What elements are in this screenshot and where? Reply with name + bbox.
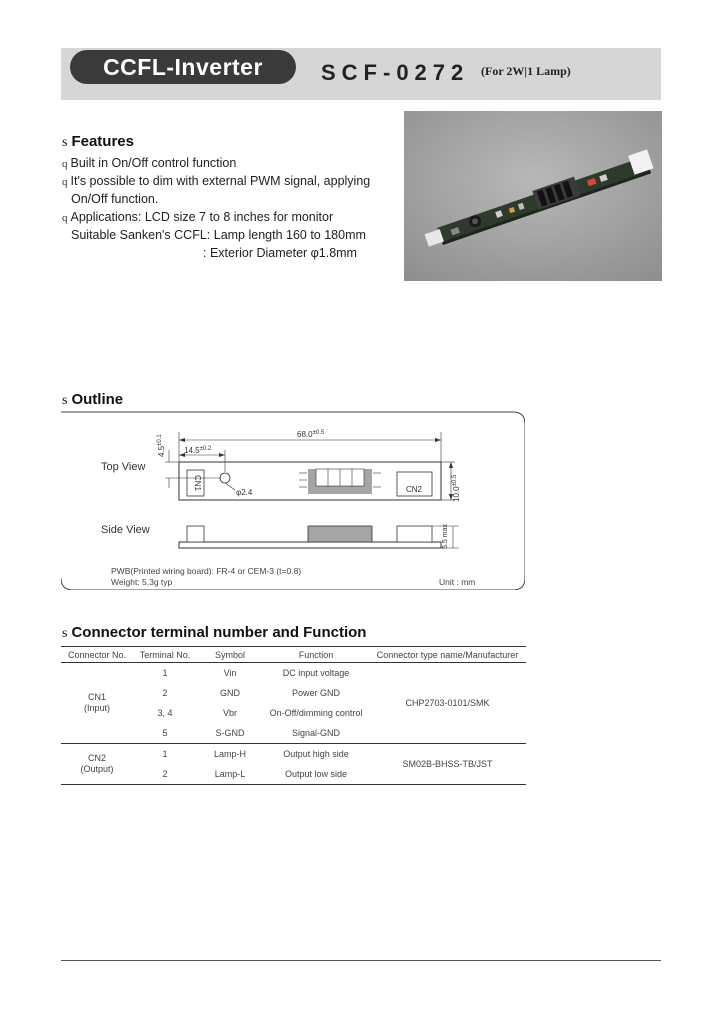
symbol-cell: GND bbox=[220, 688, 240, 698]
unit-note: Unit : mm bbox=[439, 577, 476, 587]
table-row bbox=[61, 744, 526, 765]
column-header: Terminal No. bbox=[133, 647, 197, 663]
terminal-cell: 2 bbox=[133, 764, 197, 785]
product-photo bbox=[404, 111, 662, 281]
function-cell: Output low side bbox=[263, 764, 369, 785]
terminal-cell: 3, 4 bbox=[157, 708, 173, 718]
feature-marker: q bbox=[62, 212, 68, 224]
terminal-cell: 5 bbox=[133, 723, 197, 744]
table-row bbox=[61, 663, 526, 684]
feature-marker: q bbox=[62, 176, 68, 188]
cn1-cell: CN1 (Input) bbox=[61, 663, 133, 744]
part-note: (For 2W|1 Lamp) bbox=[481, 64, 571, 78]
part-number: SCF-0272 bbox=[321, 60, 470, 85]
function-cell: Signal-GND bbox=[263, 723, 369, 744]
function-cell: Power GND bbox=[291, 688, 340, 698]
pwb-note: PWB(Printed wiring board): FR-4 or CEM-3 (t=0.8) bbox=[111, 566, 302, 576]
symbol-cell: Lamp-H bbox=[213, 749, 246, 759]
feature-marker: q bbox=[62, 158, 68, 170]
section-bullet: s bbox=[62, 393, 68, 408]
symbol-cell: S-GND bbox=[197, 723, 263, 744]
cn2-label: CN2 bbox=[405, 485, 423, 494]
cn2-type-cell: SM02B-BHSS-TB/JST bbox=[369, 744, 526, 785]
mounting-hole bbox=[220, 473, 230, 483]
cn1-type-cell: CHP2703-0101/SMK bbox=[369, 663, 526, 744]
cn1-label: CN1 bbox=[193, 474, 202, 492]
column-header: Function bbox=[263, 647, 369, 663]
function-cell: DC input voltage bbox=[282, 668, 350, 678]
function-cell: On-Off/dimming control bbox=[269, 708, 363, 718]
table-header-row bbox=[61, 647, 526, 663]
outline-title: Outline bbox=[71, 391, 124, 408]
length-dimension: $68.0^{\pm 0.5}$ bbox=[297, 430, 325, 439]
section-bullet: s bbox=[62, 626, 68, 641]
feature-item-continued: Suitable Sanken's CCFL: Lamp length 160 to 180mm bbox=[71, 228, 366, 242]
footer-divider bbox=[61, 960, 661, 961]
weight-note: Weight: 5.3g typ bbox=[111, 577, 173, 587]
top-view-label: Top View bbox=[101, 461, 146, 473]
board-side-view bbox=[179, 542, 441, 548]
feature-item: q It's possible to dim with external PWM signal, applying bbox=[62, 174, 371, 188]
features-title: Features bbox=[71, 133, 134, 150]
section-bullet: s bbox=[62, 135, 68, 150]
column-header: Symbol bbox=[197, 647, 263, 663]
product-category-badge: CCFL-Inverter bbox=[70, 50, 296, 84]
column-header: Connector type name/Manufacturer bbox=[369, 647, 526, 663]
outline-heading bbox=[62, 391, 123, 409]
feature-item: q Applications: LCD size 7 to 8 inches for monitor bbox=[62, 210, 334, 224]
connector-table bbox=[61, 646, 526, 785]
outline-drawing bbox=[61, 410, 525, 590]
hole-diameter: φ2.4 bbox=[236, 488, 253, 497]
connector-title: Connector terminal number and Function bbox=[71, 624, 367, 641]
terminal-cell: 1 bbox=[162, 749, 168, 759]
symbol-cell: Vin bbox=[223, 668, 237, 678]
side-view-label: Side View bbox=[101, 524, 150, 536]
symbol-cell: Lamp-L bbox=[197, 764, 263, 785]
feature-item: q Built in On/Off control function bbox=[62, 156, 237, 170]
top-offset-dimension: $4.5^{\pm 0.1}$ bbox=[157, 434, 166, 457]
feature-item-continued: : Exterior Diameter φ1.8mm bbox=[203, 246, 357, 260]
feature-item-continued: On/Off function. bbox=[71, 192, 159, 206]
terminal-cell: 1 bbox=[162, 668, 168, 678]
symbol-cell: Vbr bbox=[222, 708, 237, 718]
connector-heading bbox=[62, 624, 366, 642]
column-header: Connector No. bbox=[61, 647, 133, 663]
height-dimension: 5.5 max bbox=[442, 524, 449, 549]
offset-dimension: $14.5^{\pm 0.2}$ bbox=[184, 446, 212, 455]
function-cell: Output high side bbox=[283, 749, 349, 759]
terminal-cell: 2 bbox=[162, 688, 168, 698]
features-heading bbox=[62, 133, 134, 151]
cn2-cell: CN2 (Output) bbox=[61, 744, 133, 785]
width-dimension: $10.0^{\pm 0.5}$ bbox=[452, 474, 461, 502]
